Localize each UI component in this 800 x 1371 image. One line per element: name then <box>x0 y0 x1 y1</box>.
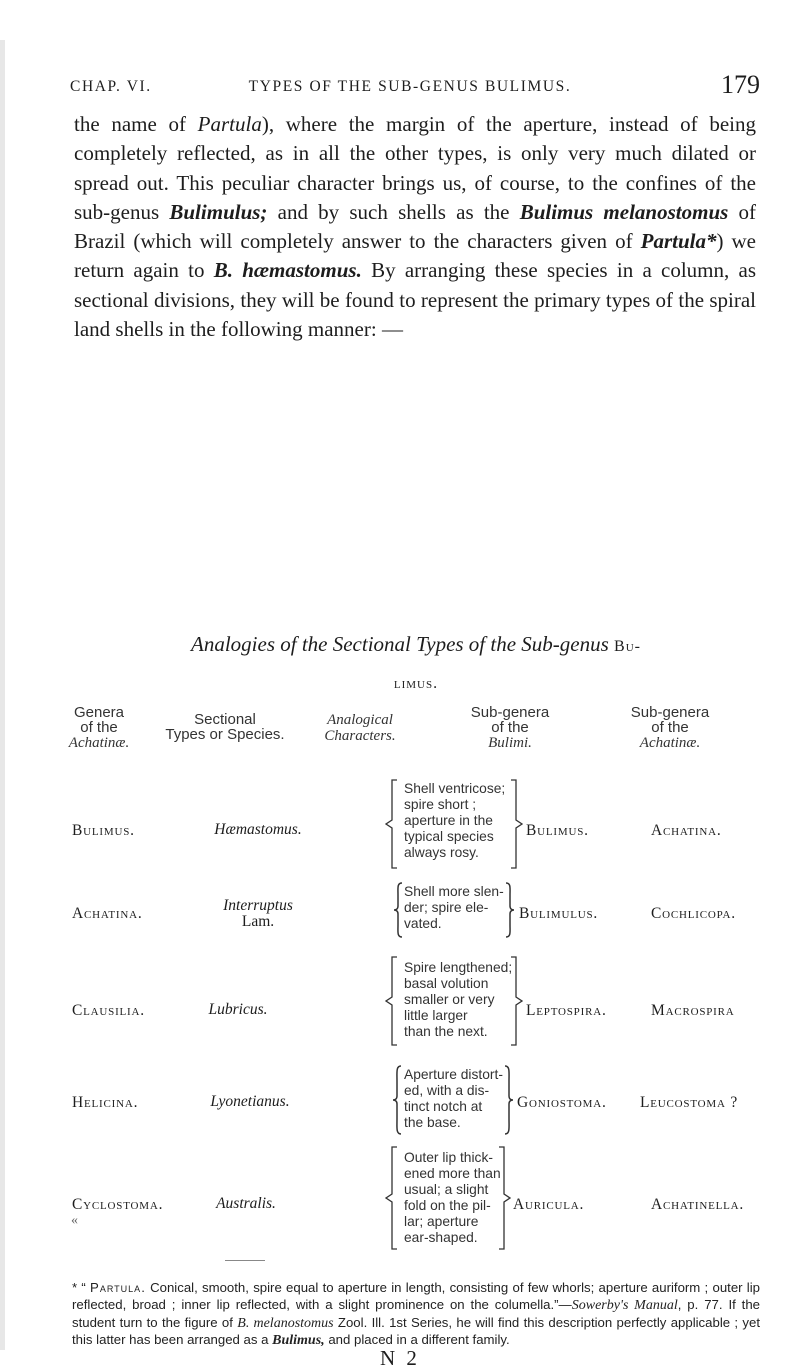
subgenus-bulimi-cell: Auricula. <box>513 1196 585 1213</box>
subgenus-bulimi-cell: Leptospira. <box>526 1002 607 1019</box>
type-cell: Lyonetianus. <box>210 1093 290 1110</box>
left-brace <box>392 1065 402 1135</box>
right-brace <box>505 882 515 938</box>
subgenus-achatinae-cell: Achatinella. <box>651 1196 745 1213</box>
left-brace <box>385 779 399 869</box>
col-header-genera: Genera of the Achatinæ. <box>68 704 130 751</box>
left-brace <box>385 1146 399 1250</box>
genus-cell: Clausilia. <box>72 1002 145 1019</box>
stray-mark: « <box>71 1213 78 1228</box>
page-number: 179 <box>721 70 760 99</box>
genus-cell: Cyclostoma. <box>72 1196 164 1213</box>
characters-cell: Spire lengthened; basal volution smaller or very little larger than the next. <box>404 960 513 1039</box>
left-brace <box>385 956 399 1046</box>
signature-mark: N 2 <box>380 1346 420 1370</box>
type-cell: Hæmastomus. <box>214 821 302 838</box>
subgenus-achatinae-cell: Achatina. <box>651 822 722 839</box>
right-brace <box>509 956 523 1046</box>
col-header-subgenera-achatinae: Sub-genera of the Achatinæ. <box>630 704 710 751</box>
body-paragraph: the name of Partula), where the margin of the aperture, instead of being completely reflected, as in all the other types, is only very much dilated or spread out. This peculiar character brings us, of course, to the confines of the sub-genus Bulimulus; and by such shells as the Bulimus melanostomus of Brazil (which will completely answer to the characters given of Partula*) we return again to B. hæmastomus. By arranging these species in a column, as sectional divisions, they will be found to represent the primary types of the spiral land shells in the following manner: — <box>74 112 757 342</box>
subgenus-bulimi-cell: Bulimulus. <box>519 905 599 922</box>
type-cell: Australis. <box>216 1195 276 1212</box>
left-brace <box>393 882 403 938</box>
col-header-analogical: Analogical Characters. <box>324 712 396 744</box>
characters-cell: Aperture distort- ed, with a dis- tinct notch at the base. <box>404 1067 503 1130</box>
page-spine-shadow <box>0 40 5 1350</box>
subgenus-achatinae-cell: Macrospira <box>651 1002 735 1019</box>
header-title: TYPES OF THE SUB-GENUS BULIMUS. <box>248 78 572 95</box>
col-header-subgenera-bulimi: Sub-genera of the Bulimi. <box>470 704 550 751</box>
subgenus-bulimi-cell: Goniostoma. <box>517 1094 607 1111</box>
characters-cell: Shell ventricose; spire short ; aperture in the typical species always rosy. <box>404 781 506 860</box>
right-brace <box>509 779 523 869</box>
footnote-rule <box>225 1260 265 1261</box>
running-header <box>70 70 760 104</box>
type-cell: Lubricus. <box>208 1001 268 1018</box>
subgenus-bulimi-cell: Bulimus. <box>526 822 589 839</box>
footnote: * “ Partula. Conical, smooth, spire equal to aperture in length, consisting of few whorls; aperture auriform ; outer lip reflected, broad ; inner lip reflected, with a slight prominence on the columella.”—Sowerby's Manual, p. 77. If the student turn to the figure of B. melanostomus Zool. Ill. 1st Series, he will find this description perfectly applicable ; yet this latter has been arranged as a Bulimus, and placed in a different family. <box>72 1280 761 1349</box>
genus-cell: Achatina. <box>72 905 143 922</box>
characters-cell: Outer lip thick- ened more than usual; a slight fold on the pil- lar; aperture ear-shaped. <box>404 1150 501 1245</box>
table-title: Analogies of the Sectional Types of the Sub-genus Bu- limus. <box>191 632 641 692</box>
type-cell: Interruptus Lam. <box>223 897 293 930</box>
chapter-label: CHAP. VI. <box>70 78 152 95</box>
right-brace <box>504 1065 514 1135</box>
genus-cell: Bulimus. <box>72 822 135 839</box>
subgenus-achatinae-cell: Leucostoma ? <box>640 1094 739 1111</box>
right-brace <box>497 1146 511 1250</box>
genus-cell: Helicina. <box>72 1094 139 1111</box>
characters-cell: Shell more slen- der; spire ele- vated. <box>404 884 504 931</box>
subgenus-achatinae-cell: Cochlicopa. <box>651 905 736 922</box>
col-header-sectional: Sectional Types or Species. <box>165 711 285 743</box>
